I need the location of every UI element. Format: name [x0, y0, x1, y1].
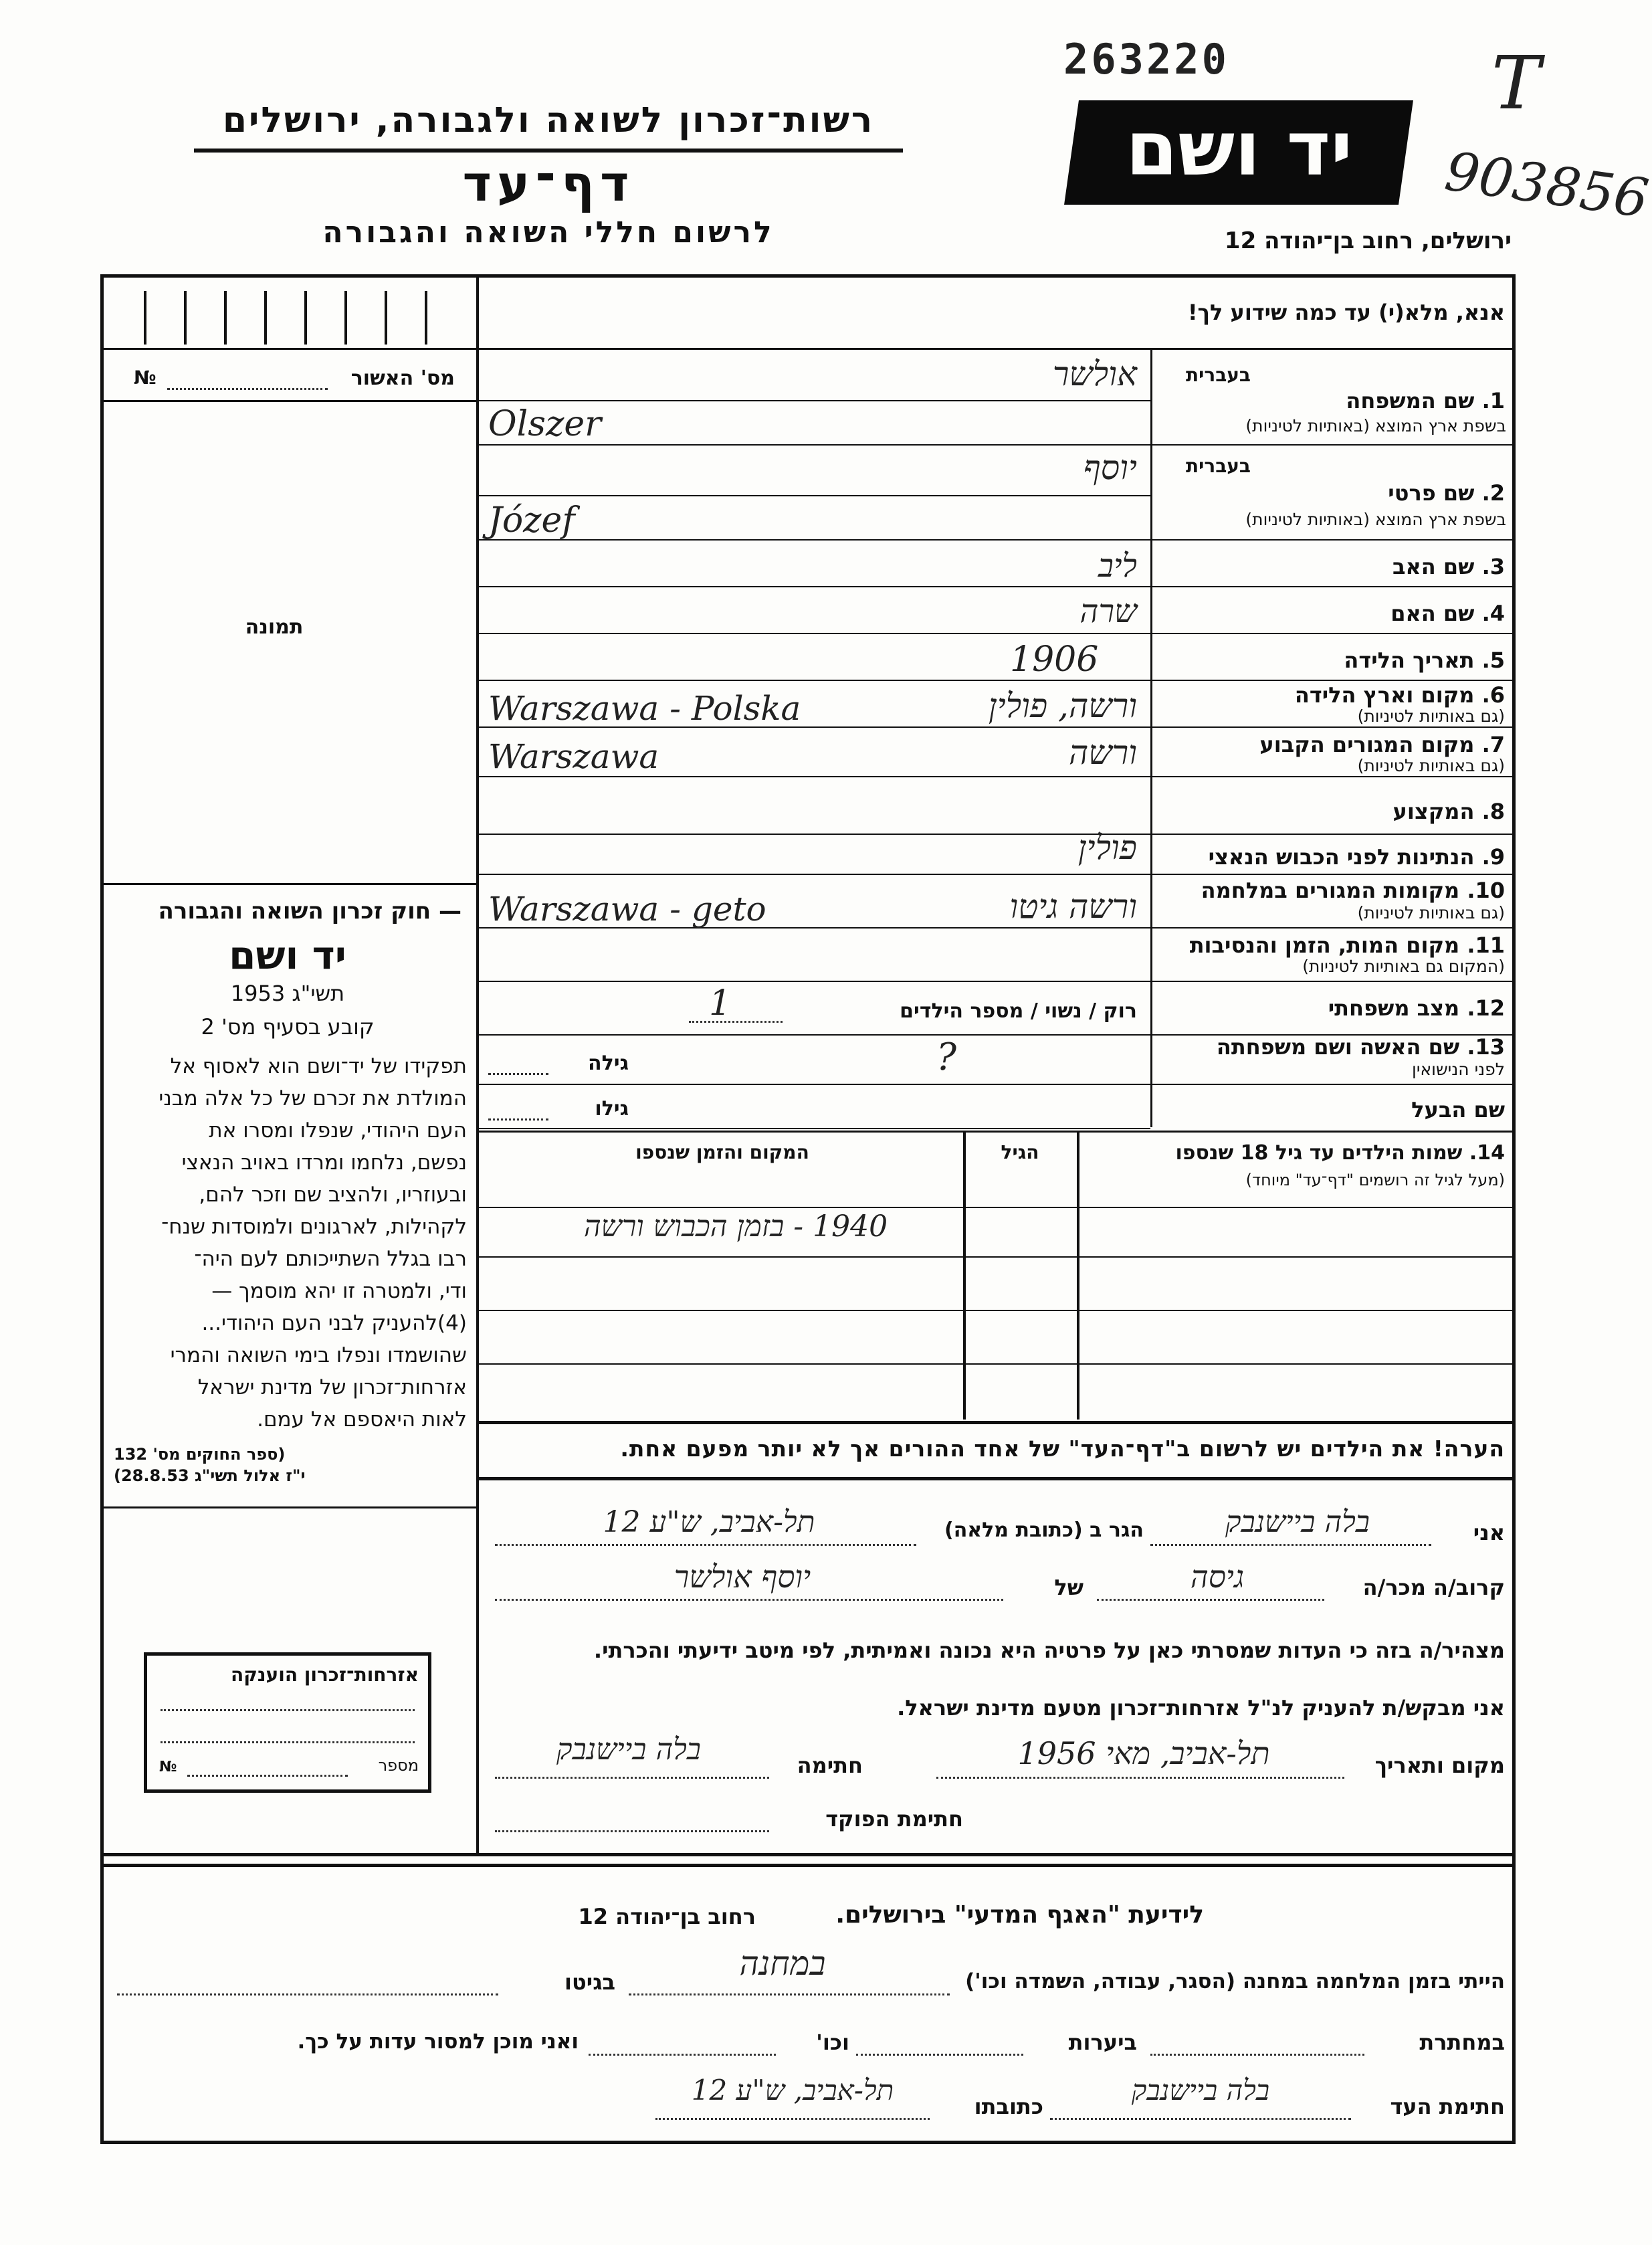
- approval-tick-boxes: [144, 284, 465, 345]
- relation-line: [1097, 1599, 1324, 1601]
- yad-vashem-logo: [1064, 100, 1413, 205]
- field-2-label: 2. שם פרטי: [1388, 480, 1505, 506]
- mother-name-value[interactable]: שרה: [1079, 593, 1137, 630]
- first-name-hebrew-value[interactable]: יוסף: [1083, 448, 1137, 487]
- law-name: יד ושם: [229, 933, 346, 978]
- field-5-label: 5. תאריך הלידה: [1344, 648, 1505, 673]
- law-line: ובעוזריו, ולהציב שם וזכר להם,: [199, 1183, 467, 1207]
- husband-label: שם הבעל: [1411, 1097, 1505, 1122]
- approval-rule: [100, 400, 478, 402]
- witness-signature-value[interactable]: בלה ביישנבק: [1131, 2074, 1270, 2107]
- instruction-rule: [478, 348, 1516, 350]
- approval-label: מס' האשור: [350, 367, 455, 390]
- law-line: תפקידו של יד־ושם הוא לאסוף אל: [170, 1054, 467, 1078]
- citizenship-value[interactable]: פולין: [1077, 828, 1137, 867]
- witness-address-value[interactable]: תל-אביב, ש"ע 12: [691, 2074, 894, 2107]
- law-bottom-rule: [100, 1506, 478, 1508]
- underground-label: במחתרת: [1419, 2030, 1505, 2055]
- stamp-number: 263220: [1063, 35, 1229, 84]
- law-line: המולדת את זכרם של כל אלה מבני: [159, 1086, 467, 1110]
- first-name-latin-value[interactable]: Józef: [488, 500, 575, 541]
- etc-label: וכו': [816, 2030, 849, 2055]
- husband-age-label: גילו: [595, 1097, 629, 1120]
- header-address: ירושלים, רחוב בן־יהודה 12: [1224, 227, 1512, 254]
- field-11-sublabel: (המקום גם באותיות לטיניות): [1302, 957, 1505, 976]
- field-4-label: 4. שם האם: [1390, 601, 1505, 626]
- handwritten-letter: T: [1491, 40, 1541, 126]
- resident-label: הגר ב (כתובת מלאה): [944, 1519, 1144, 1542]
- top-instruction: אנא, מלא(י) עד כמה שידוע לך!: [1187, 300, 1505, 325]
- surname-hebrew-value[interactable]: אולשר: [1052, 355, 1137, 393]
- victim-name-value[interactable]: יוסף אולשר: [674, 1559, 811, 1595]
- wartime-residence-hebrew-value[interactable]: ורשה גיטו: [1009, 887, 1137, 926]
- field-10-sublabel: (גם באותיות לטיניות): [1357, 903, 1505, 922]
- law-reference-2: י"ז אלול תשי"ג 28.8.53): [114, 1466, 306, 1485]
- law-line: נפשם, נלחמו ומרדו באויב הנאצי: [181, 1151, 467, 1175]
- citizenship-number-label: מספר: [378, 1756, 419, 1775]
- place-date-value[interactable]: תל-אביב, מאי 1956: [1017, 1735, 1270, 1771]
- authority-name: רשות־זכרון לשואה ולגבורה, ירושלים: [222, 100, 875, 140]
- form-subtitle: לרשום חללי השואה והגבורה: [322, 215, 775, 250]
- approval-number-line: [167, 388, 328, 390]
- field-12-label: 12. מצב משפחתי: [1328, 995, 1505, 1021]
- bottom-double-rule-2: [100, 1864, 1516, 1867]
- bottom-double-rule-1: [100, 1853, 1516, 1856]
- field-2-sublabel: בשפת ארץ המוצא (באותיות לטיניות): [1245, 510, 1506, 529]
- law-text: [112, 1050, 467, 1436]
- field-8-label: 8. המקצוע: [1392, 799, 1505, 824]
- underground-line: [1150, 2054, 1364, 2056]
- authority-underline: [194, 149, 903, 153]
- request-text: אני מבקש/ת להעניק לנ"ל אזרחות־זכרון מטעם מדינת ישראל.: [897, 1695, 1505, 1721]
- approval-no-sign: №: [134, 367, 157, 389]
- officer-signature-line: [495, 1830, 769, 1832]
- husband-age-line: [488, 1118, 548, 1120]
- note-bottom-rule: [478, 1477, 1516, 1480]
- field-10-label: 10. מקומות המגורים במלחמה: [1201, 878, 1505, 903]
- field-1-sublabel: בשפת ארץ המוצא (באותיות לטיניות): [1245, 416, 1506, 435]
- forests-label: ביערות: [1068, 2030, 1137, 2055]
- witness-name-line: [1150, 1544, 1431, 1546]
- father-name-value[interactable]: ליב: [1098, 547, 1137, 585]
- logo-text: יד ושם: [1126, 106, 1353, 193]
- birth-place-latin-value[interactable]: Warszawa - Polska: [488, 689, 801, 728]
- bottom-address: רחוב בן־יהודה 12: [578, 1904, 756, 1929]
- wife-age-label: גילה: [588, 1052, 629, 1075]
- witness-name-value[interactable]: בלה ביישנבק: [1225, 1505, 1370, 1539]
- residence-latin-value[interactable]: Warszawa: [488, 737, 659, 776]
- law-line: אזרחות־זכרון של מדינת ישראל: [197, 1375, 467, 1399]
- marital-status-options: רוק / נשוי / מספר הילדים: [900, 999, 1137, 1023]
- relative-label: קרוב/ה מכר/ה: [1362, 1575, 1505, 1600]
- witness-signature-line: [1050, 2118, 1351, 2120]
- children-place-time-header: המקום והזמן שנספו: [635, 1141, 809, 1163]
- camp-line: [629, 1993, 950, 1995]
- children-age-header: הגיל: [1001, 1141, 1039, 1163]
- wife-age-line: [488, 1073, 548, 1075]
- field-14-sublabel: (מעל לגיל זה רושמים "דף־עד" מיוחד): [1245, 1171, 1505, 1189]
- residence-hebrew-value[interactable]: ורשה: [1068, 733, 1137, 772]
- citizenship-box-title: אזרחות־זכרון הוענקה: [231, 1664, 419, 1686]
- victim-name-line: [495, 1599, 1003, 1601]
- law-line: העם היהודי, שנפלו ומסרו את: [209, 1118, 467, 1143]
- law-clause: קובע בסעיף מס' 2: [201, 1014, 375, 1040]
- field-13-label: 13. שם האשה ושם משפחתה: [1216, 1034, 1505, 1060]
- birth-place-hebrew-value[interactable]: ורשה, פולין: [988, 686, 1137, 725]
- law-line: רבו בגלל השתייכותם לעם היה־: [194, 1247, 467, 1271]
- field-7-sublabel: (גם באותיות לטיניות): [1357, 756, 1505, 775]
- field-3-label: 3. שם האב: [1392, 554, 1505, 579]
- camp-label: הייתי בזמן המלחמה במחנה (הסגר, עבודה, השמדה וכו'): [965, 1969, 1505, 1993]
- left-column-divider: [476, 274, 479, 1853]
- resident-address-line: [495, 1544, 916, 1546]
- field-9-label: 9. הנתינות לפני הכבוש הנאצי: [1208, 844, 1505, 870]
- wartime-residence-latin-value[interactable]: Warszawa - geto: [488, 890, 766, 929]
- relation-value[interactable]: גיסה: [1190, 1559, 1245, 1595]
- labels-divider: [1150, 348, 1152, 1127]
- law-title: — חוק זכרון השואה והגבורה: [158, 898, 461, 924]
- citizenship-box: [144, 1652, 431, 1793]
- officer-signature-label: חתימת הפוקד: [825, 1806, 963, 1832]
- signature-line: [495, 1777, 769, 1779]
- witness-i-label: אני: [1473, 1520, 1505, 1545]
- law-line: לקהילות, לארגונים ולמוסדות שנח־: [161, 1215, 467, 1239]
- camp-value[interactable]: במחנה: [739, 1944, 826, 1983]
- children-note: הערה! את הילדים יש לרשום ב"דף־העד" של אחד ההורים אך לא יותר מפעם אחת.: [620, 1436, 1505, 1462]
- ghetto-label: בגיטו: [564, 1969, 615, 1995]
- photo-bottom-rule: [100, 883, 478, 885]
- field-2-hebrew-tag: בעברית: [1185, 455, 1251, 477]
- field-13-sublabel: לפני הנישואין: [1412, 1060, 1505, 1079]
- law-reference-1: (ספר החוקים מס' 132: [114, 1445, 286, 1464]
- law-line: ודי, ולמטרה זו יהא מוסמך —: [211, 1279, 467, 1303]
- citizenship-no-sign: №: [159, 1759, 177, 1775]
- field-7-label: 7. מקום המגורים הקבוע: [1259, 732, 1505, 757]
- surname-latin-value[interactable]: Olszer: [488, 404, 601, 444]
- law-year: תשי"ג 1953: [230, 981, 345, 1006]
- witness-signature-label: חתימת העד: [1390, 2094, 1505, 2119]
- children-count-value[interactable]: 1: [709, 983, 732, 1023]
- witness-address-line: [655, 2118, 930, 2120]
- field-6-label: 6. מקום וארץ הלידה: [1294, 682, 1505, 708]
- child-death-place-value[interactable]: 1940 - בזמן הכבוש ורשה: [583, 1209, 888, 1244]
- declaration-text: מצהיר/ה בזה כי העדות שמסרתי כאן על פרטיה היא נכונה ואמיתית, לפי מיטב ידיעתי והכרתי.: [593, 1638, 1505, 1663]
- photo-label: תמונה: [245, 615, 304, 639]
- ready-to-testify: ואני מוכן למסור עדות על כך.: [297, 2030, 579, 2054]
- forests-line: [856, 2054, 1023, 2056]
- field-14-label: 14. שמות הילדים עד גיל 18 שנספו: [1175, 1141, 1505, 1165]
- place-date-label: מקום ותאריך: [1374, 1753, 1505, 1778]
- witness-address-label: כתובתו: [974, 2094, 1043, 2119]
- field-6-sublabel: (גם באותיות לטיניות): [1357, 706, 1505, 726]
- children-col-divider-1: [963, 1132, 966, 1420]
- etc-line: [589, 2054, 776, 2056]
- ghetto-line: [117, 1993, 498, 1995]
- wife-name-value[interactable]: ?: [936, 1036, 957, 1079]
- birth-date-value[interactable]: 1906: [1010, 640, 1099, 680]
- of-label: של: [1054, 1575, 1083, 1600]
- law-line: (4)להעניק לבני העם היהודי...: [201, 1311, 467, 1335]
- children-count-line: [689, 1021, 783, 1023]
- children-table-top-rule: [478, 1131, 1516, 1133]
- field-1-hebrew-tag: בעברית: [1185, 364, 1251, 386]
- bottom-title: לידיעת "האגף המדעי" בירושלים.: [835, 1901, 1204, 1929]
- signature-label: חתימה: [797, 1753, 863, 1778]
- field-11-label: 11. מקום המות, הזמן והנסיבות: [1189, 933, 1505, 958]
- signature-value[interactable]: בלה ביישנבק: [556, 1733, 702, 1767]
- field-1-label: 1. שם המשפחה: [1346, 388, 1505, 413]
- handwritten-code: 903856: [1441, 140, 1652, 230]
- place-date-line: [936, 1777, 1344, 1779]
- form-title: דף־עד: [462, 155, 635, 213]
- resident-address-value[interactable]: תל-אביב, ש"ע 12: [603, 1505, 815, 1539]
- note-top-rule: [478, 1421, 1516, 1424]
- children-col-divider-2: [1077, 1132, 1079, 1420]
- left-top-rule: [100, 348, 478, 350]
- law-line: לאות היאספם אל עמם.: [257, 1407, 467, 1432]
- law-line: שהושמדו ונפלו בימי השואה והמרי: [170, 1343, 467, 1367]
